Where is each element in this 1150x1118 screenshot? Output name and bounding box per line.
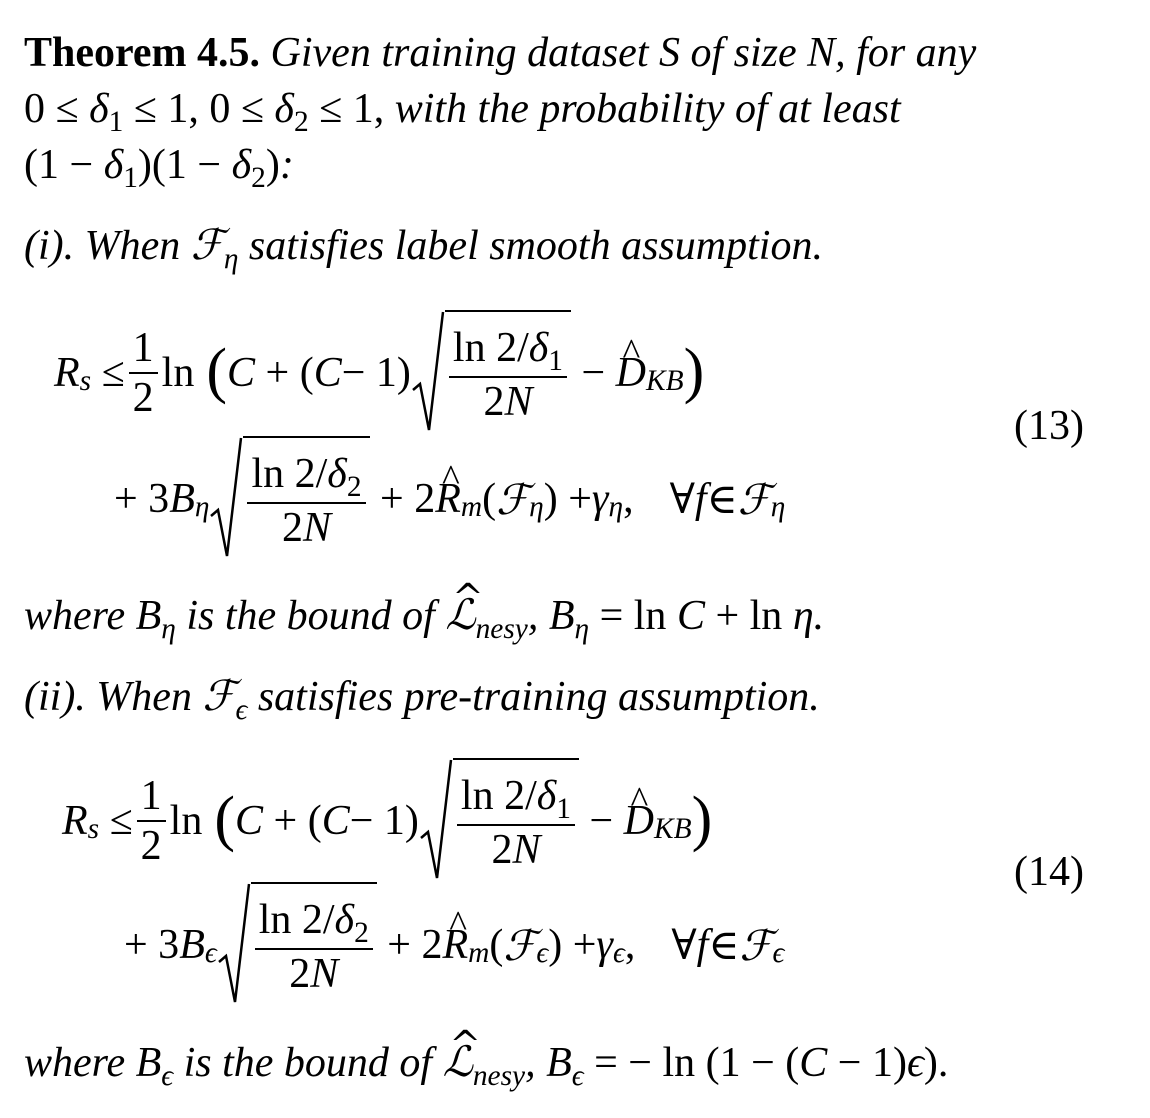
case-i-intro: (i). When ℱ$_\eta$ satisfies label smooth assumption.: [24, 220, 823, 275]
theorem-statement-line-3: $(1 - \delta_1)(1 - \delta_2)$:: [24, 142, 294, 194]
case-ii-intro: (ii). When ℱ$_\epsilon$ satisfies pre-training assumption.: [24, 671, 820, 726]
equation-number-13: (13): [1014, 403, 1084, 449]
equation-13-line-1: R s ≤ $\frac{1}{2}$ ln ( C + ( C − 1) $\frac{\ln 2/\delta_1}{2N}$ − ^ D KB ): [54, 310, 704, 436]
sqrt-radical: $\frac{\ln 2/\delta_1}{2N}$: [411, 310, 571, 436]
theorem-statement-line-2: $0 \le \delta_1 \le 1$, $0 \le \delta_2 \le 1$, with the probability of at least: [24, 86, 901, 138]
theorem-statement-line-1: Theorem 4.5. Given training dataset S of size N, for any: [24, 30, 977, 76]
sqrt-radical: $\frac{\ln 2/\delta_1}{2N}$: [419, 758, 579, 884]
equation-number-14: (14): [1014, 849, 1084, 895]
equation-14-line-2: + 3 B ϵ $\frac{\ln 2/\delta_2}{2N}$ + 2 ^ R m ( ℱ ϵ ) + γ ϵ , ∀ f ∈ ℱ ϵ: [124, 882, 784, 1008]
theorem-label: Theorem 4.5.: [24, 30, 261, 76]
sqrt-radical: $\frac{\ln 2/\delta_2}{2N}$: [209, 436, 369, 562]
case-ii-bound-note: where $B_\epsilon$ is the bound of ^ ℒ$_{nesy}$, $B_\epsilon$ = − ln (1 − (C − 1)ϵ).: [24, 1034, 1124, 1095]
equation-13-line-2: + 3 B η $\frac{\ln 2/\delta_2}{2N}$ + 2 ^ R m ( ℱ η ) + γ η , ∀ f ∈ ℱ η: [114, 436, 785, 562]
equation-14-line-1: R s ≤ $\frac{1}{2}$ ln ( C + ( C − 1) $\frac{\ln 2/\delta_1}{2N}$ − ^ D KB ): [62, 758, 712, 884]
sqrt-radical: $\frac{\ln 2/\delta_2}{2N}$: [217, 882, 377, 1008]
case-i-bound-note: where $B_\eta$ is the bound of ^ ℒ$_{nesy}$, $B_\eta = \ln C + \ln \eta$.: [24, 587, 1124, 648]
